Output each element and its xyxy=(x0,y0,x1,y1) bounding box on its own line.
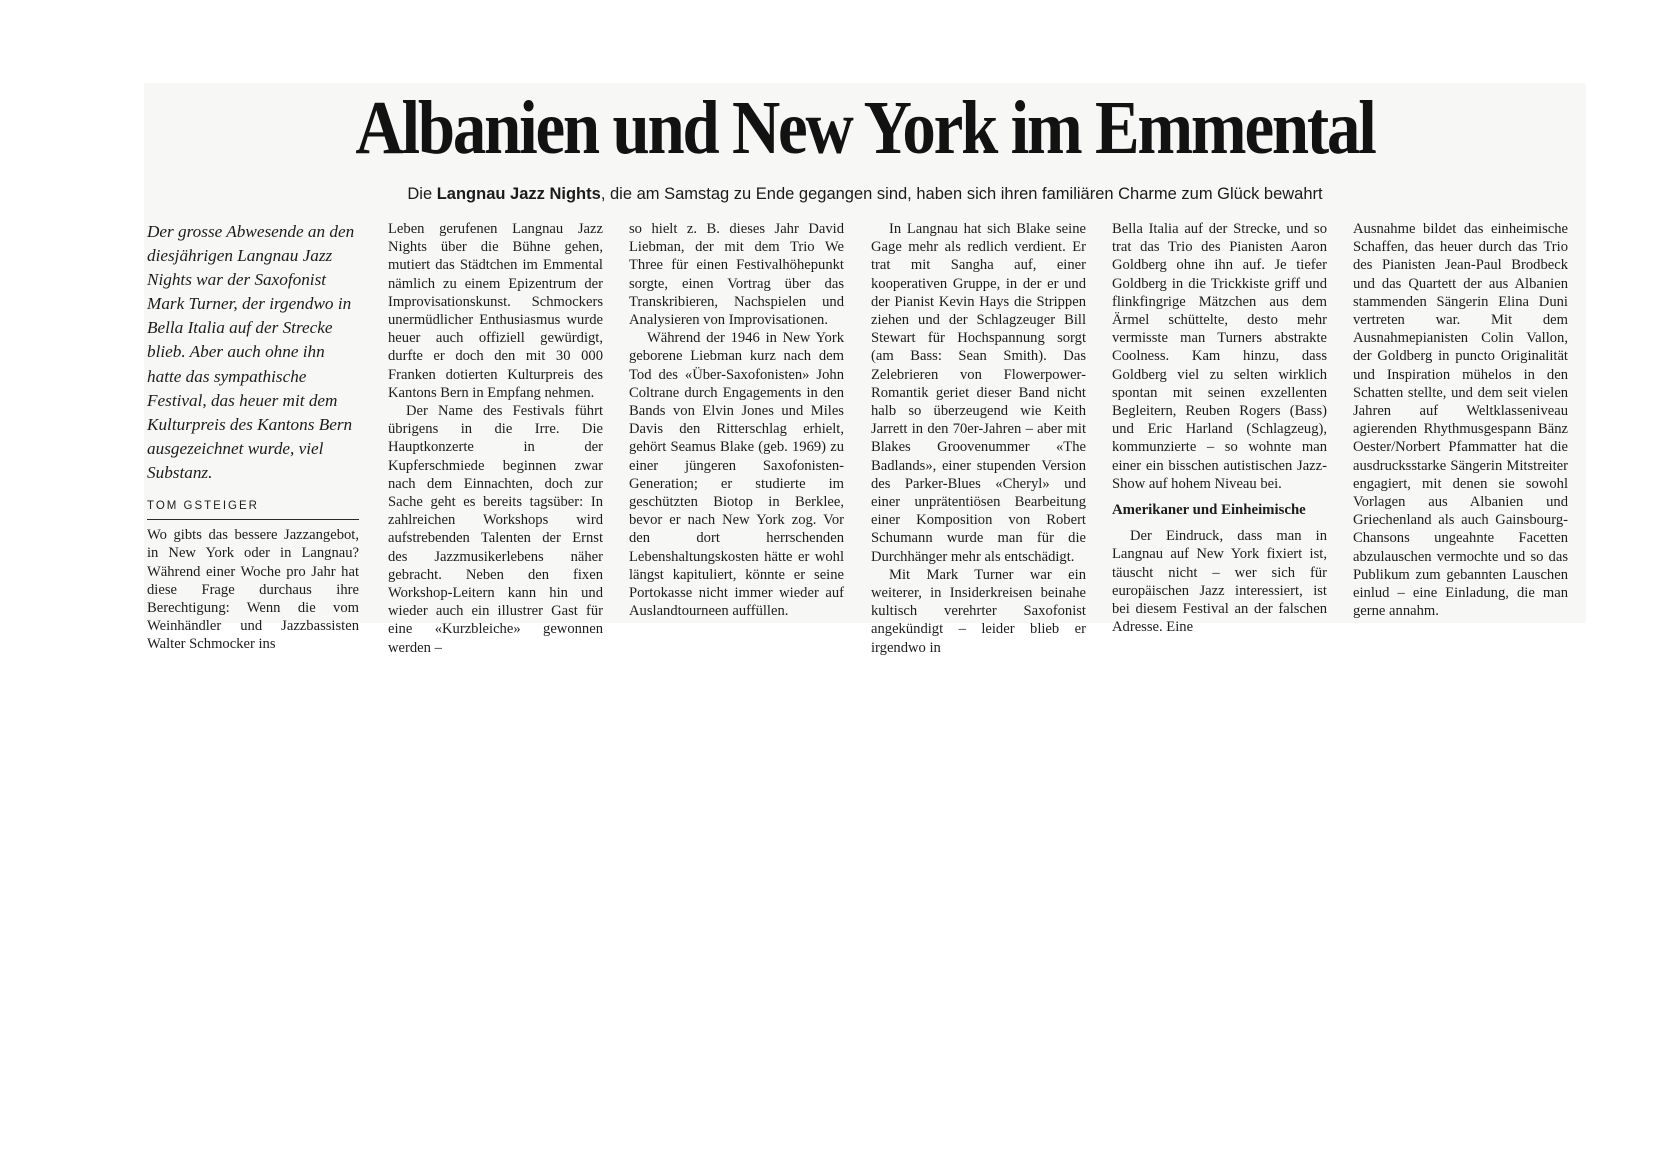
subhead-post: , die am Samstag zu Ende gegangen sind, haben sich ihren familiären Charme zum Glück bewahrt xyxy=(600,185,1323,203)
body-paragraph: Der Eindruck, dass man in Langnau auf New York fixiert ist, täuscht nicht – wer sich für europäischen Jazz interessiert, ist bei diesem Festival an der falschen Adresse. Eine xyxy=(1112,528,1327,636)
body-paragraph: Der Name des Festivals führt übrigens in die Irre. Die Hauptkonzerte in der Kupferschmiede beginnen zwar nach dem Einnachten, doch zur Sache geht es bereits tagsüber: In zahlreichen Workshops wird aufstrebenden Talenten der Ernst des Jazzmusikerlebens näher gebracht. Neben den fixen Workshop-Leitern kann hin und wieder auch ein illustrer Gast für eine «Kurzbleiche» gewonnen werden – xyxy=(388,403,603,656)
column-6 xyxy=(1353,220,1568,620)
column-2 xyxy=(388,220,603,657)
subheadline xyxy=(144,183,1586,205)
subhead-bold: Langnau Jazz Nights xyxy=(436,185,601,203)
body-paragraph: Ausnahme bildet das einheimische Schaffen, das heuer durch das Trio des Pianisten Jean-Paul Brodbeck und das Quartett der aus Albanien stammenden Sängerin Elina Duni vertreten war. Mit dem Ausnahmepianisten Colin Vallon, der Goldberg in puncto Originalität und Inspiration mühelos in den Schatten stellte, und dem seit vielen Jahren auf Weltklasseniveau agierenden Rhythmusgespann Bänz Oester/Norbert Pfammatter hat die ausdrucksstarke Sängerin Mitstreiter engagiert, mit denen sie sowohl Vorlagen aus Albanien und Griechenland als auch Gainsbourg-Chansons ungeahnte Facetten abzulauschen vermochte und so das Publikum zum gebannten Lauschen einlud – eine Einladung, die man gerne annahm. xyxy=(1353,221,1568,620)
newspaper-clipping xyxy=(144,83,1586,656)
headline: Albanien und New York im Emmental xyxy=(355,86,1375,170)
body-paragraph: Während der 1946 in New York geborene Liebman kurz nach dem Tod des «Über-Saxofonisten» John Coltrane durch Engagements in den Bands von Elvin Jones und Miles Davis den Ritterschlag erhielt, gehört Seamus Blake (geb. 1969) zu einer jüngeren Saxofonisten-Generation; er studierte im geschützten Biotop in Berklee, bevor er nach New York zog. Vor den dort herrschenden Lebenshaltungskosten hätte er wohl längst kapituliert, könnte er seine Portokasse nicht immer wieder auf Auslandtourneen auffüllen. xyxy=(629,330,844,620)
body-paragraph: Leben gerufenen Langnau Jazz Nights über die Bühne gehen, mutiert das Städtchen im Emmental nämlich zu einem Epizentrum der Improvisationskunst. Schmockers unermüdlicher Enthusiasmus wurde heuer auch offiziell gewürdigt, durfte er doch den mit 30 000 Franken dotierten Kulturpreis des Kantons Bern in Empfang nehmen. xyxy=(388,221,603,401)
body-paragraph: so hielt z. B. dieses Jahr David Liebman, der mit dem Trio We Three für einen Festivalhöhepunkt sorgte, einen Vortrag über das Transkribieren, Nachspielen und Analysieren von Improvisationen. xyxy=(629,221,844,329)
column-3 xyxy=(629,220,844,620)
column-1 xyxy=(147,220,359,654)
column-4 xyxy=(871,220,1086,657)
column-5 xyxy=(1112,220,1327,636)
body-paragraph: In Langnau hat sich Blake seine Gage mehr als redlich verdient. Er trat mit Sangha auf, einer kooperativen Gruppe, in der er und der Pianist Kevin Hays die Strippen ziehen und der Schlagzeuger Bill Stewart für Hochspannung sorgt (am Bass: Sean Smith). Das Zelebrieren von Flowerpower-Romantik geriet dieser Band nicht halb so überzeugend wie Keith Jarrett in den 70er-Jahren – aber mit Blakes Groovenummer «The Badlands», einer stupenden Version des Parker-Blues «Cheryl» und einer unprätentiösen Bearbeitung einer Komposition von Robert Schumann wurde man für die Durchhänger mehr als entschädigt. xyxy=(871,221,1086,565)
author-byline: TOM GSTEIGER xyxy=(147,497,359,520)
body-paragraph: Bella Italia auf der Strecke, und so trat das Trio des Pianisten Aaron Goldberg ohne ihn auf. Je tiefer Goldberg in die Trickkiste griff und flinkfingrige Mätzchen aus dem Ärmel schüttelte, desto mehr vermisste man Turners abstrakte Coolness. Kam hinzu, dass Goldberg viel zu selten wirklich spontan mit seinen exzellenten Begleitern, Reuben Rogers (Bass) und Eric Harland (Schlagzeug), kommunzierte – so wohnte man einer ein bisschen autistischen Jazz-Show auf hohem Niveau bei. xyxy=(1112,221,1327,492)
subhead-pre: Die xyxy=(407,185,437,203)
lead-paragraph: Der grosse Abwesende an den diesjährigen Langnau Jazz Nights war der Saxofonist Mark Turner, der irgendwo in Bella Italia auf der Strecke blieb. Aber auch ohne ihn hatte das sympathische Festival, das heuer mit dem Kulturpreis des Kantons Bern ausgezeichnet wurde, viel Substanz. xyxy=(147,222,355,482)
body-paragraph: Mit Mark Turner war ein weiterer, in Insiderkreisen beinahe kultisch verehrter Saxofonist angekündigt – leider blieb er irgendwo in xyxy=(871,566,1086,656)
section-subheading: Amerikaner und Einheimische xyxy=(1112,502,1306,519)
body-paragraph: Wo gibts das bessere Jazzangebot, in New York oder in Langnau? Während einer Woche pro Jahr hat diese Frage durchaus ihre Berechtigung: Wenn die vom Weinhändler und Jazzbassisten Walter Schmocker ins xyxy=(147,527,359,653)
